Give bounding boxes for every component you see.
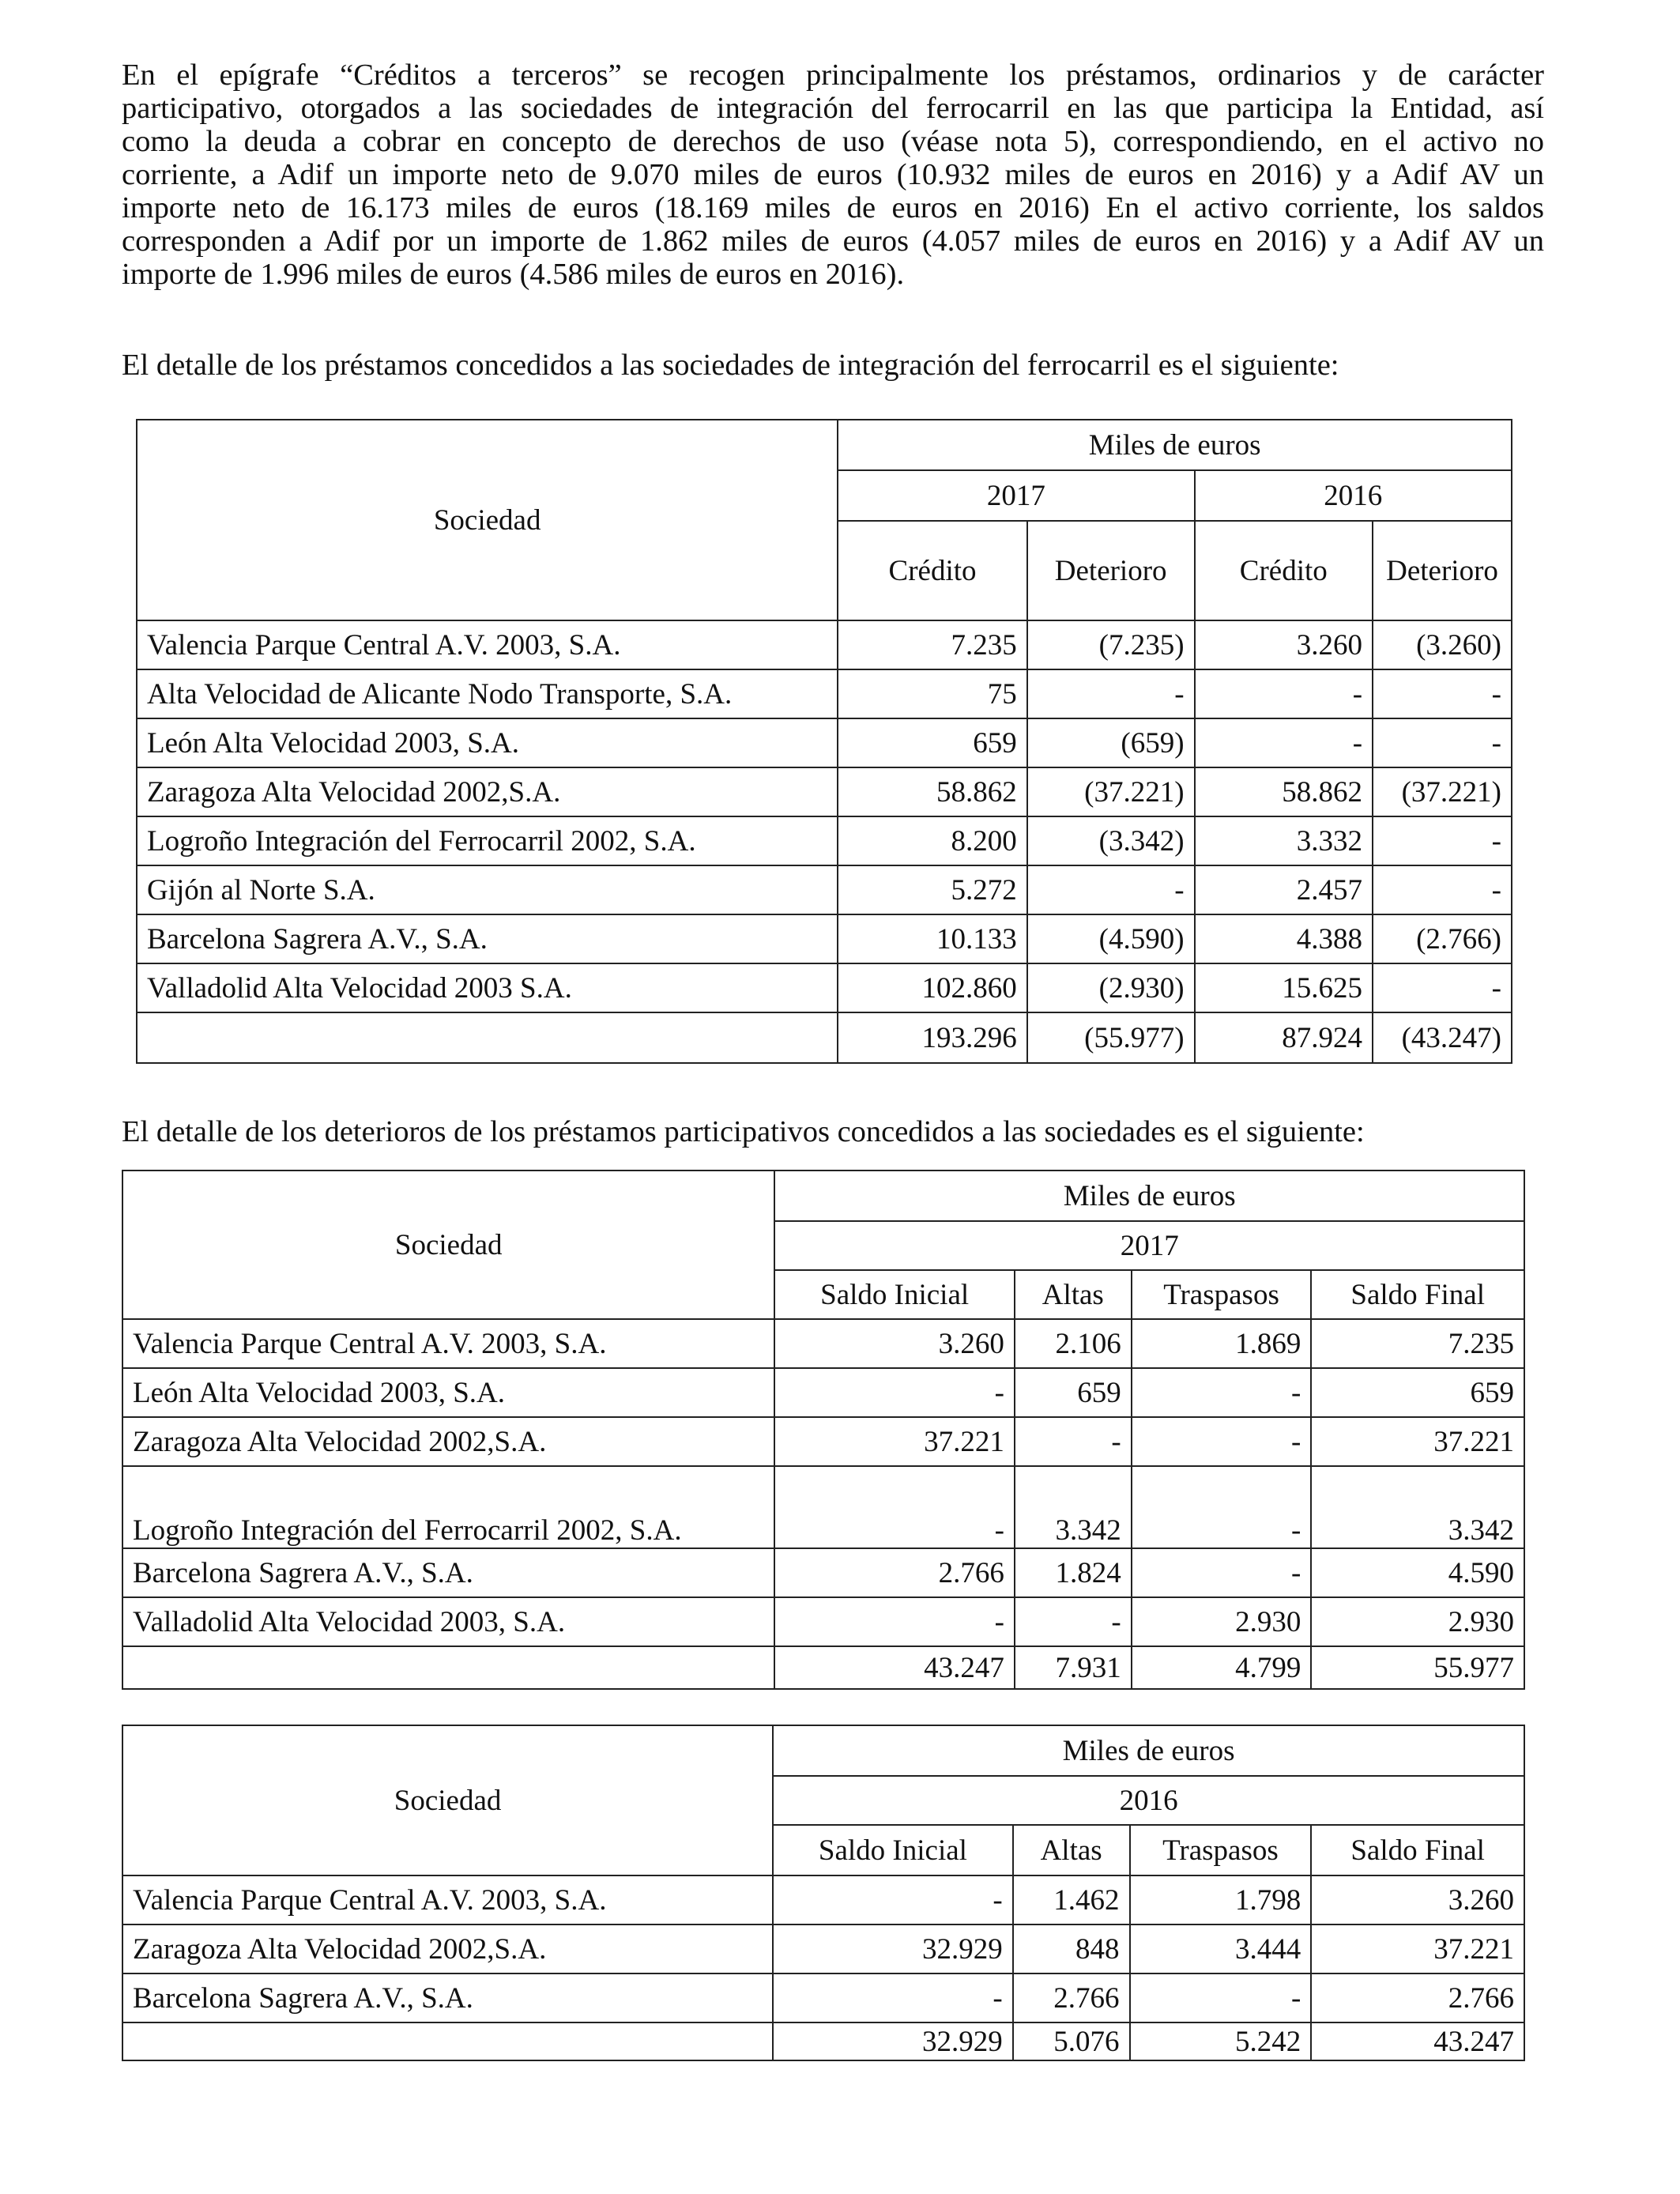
- intro-line: participativo, otorgados a las sociedades de integración del ferrocarril en las que participa la Entidad, así: [122, 92, 1544, 125]
- header-credito: Crédito: [838, 521, 1026, 620]
- cell-sociedad: Logroño Integración del Ferrocarril 2002, S.A.: [137, 816, 838, 865]
- cell-value: 37.221: [1311, 1924, 1524, 1973]
- header-deterioro: Deterioro: [1027, 521, 1195, 620]
- cell-sociedad: Zaragoza Alta Velocidad 2002,S.A.: [122, 1924, 773, 1973]
- cell-total: 5.242: [1130, 2022, 1312, 2060]
- cell-sociedad: Logroño Integración del Ferrocarril 2002, S.A.: [122, 1466, 774, 1548]
- impairments-2016-table: [122, 1725, 1525, 2061]
- cell-value: -: [774, 1368, 1015, 1417]
- header-deterioro: Deterioro: [1373, 521, 1512, 620]
- header-miles-de-euros: Miles de euros: [838, 420, 1512, 470]
- cell-value: -: [1132, 1548, 1312, 1597]
- header-miles-de-euros: Miles de euros: [774, 1171, 1524, 1221]
- cell-value: -: [1015, 1417, 1132, 1466]
- table-row: [137, 718, 1512, 767]
- cell-value: -: [1373, 669, 1512, 718]
- intro-line: En el epígrafe “Créditos a terceros” se recogen principalmente los préstamos, ordinarios y de carácter: [122, 58, 1544, 92]
- cell-value: 4.590: [1311, 1548, 1524, 1597]
- table-row: [122, 1973, 1524, 2022]
- cell-value: 659: [838, 718, 1026, 767]
- cell-value: 1.824: [1015, 1548, 1132, 1597]
- cell-value: 3.342: [1015, 1466, 1132, 1548]
- cell-value: (2.766): [1373, 914, 1512, 963]
- table-total-row: [137, 1012, 1512, 1063]
- header-sociedad: Sociedad: [122, 1171, 774, 1319]
- table-row: [137, 816, 1512, 865]
- cell-value: (659): [1027, 718, 1195, 767]
- cell-value: (2.930): [1027, 963, 1195, 1012]
- cell-value: 102.860: [838, 963, 1026, 1012]
- header-year-2017: 2017: [774, 1221, 1524, 1270]
- intro-line: importe de 1.996 miles de euros (4.586 miles de euros en 2016).: [122, 258, 905, 291]
- table-row: [137, 865, 1512, 914]
- cell-value: 58.862: [838, 767, 1026, 816]
- cell-sociedad: Gijón al Norte S.A.: [137, 865, 838, 914]
- header-year-2017: 2017: [838, 470, 1194, 521]
- table-row: [122, 1548, 1524, 1597]
- cell-value: -: [1373, 816, 1512, 865]
- cell-value: 32.929: [773, 1924, 1013, 1973]
- cell-total: 55.977: [1311, 1646, 1524, 1689]
- cell-value: -: [1015, 1597, 1132, 1646]
- cell-value: 848: [1013, 1924, 1130, 1973]
- cell-value: 4.388: [1195, 914, 1373, 963]
- cell-sociedad: [137, 1012, 838, 1063]
- cell-value: 2.457: [1195, 865, 1373, 914]
- cell-sociedad: Valladolid Alta Velocidad 2003 S.A.: [137, 963, 838, 1012]
- header-sociedad: Sociedad: [137, 420, 838, 620]
- header-traspasos: Traspasos: [1130, 1825, 1312, 1875]
- cell-sociedad: [122, 1646, 774, 1689]
- impairments-2017-table: [122, 1170, 1525, 1690]
- header-saldo-inicial: Saldo Inicial: [773, 1825, 1013, 1875]
- cell-value: -: [773, 1875, 1013, 1924]
- header-altas: Altas: [1015, 1270, 1132, 1319]
- cell-value: 659: [1311, 1368, 1524, 1417]
- header-year-2016: 2016: [1195, 470, 1512, 521]
- cell-value: 3.260: [1311, 1875, 1524, 1924]
- cell-value: -: [1132, 1466, 1312, 1548]
- cell-value: 75: [838, 669, 1026, 718]
- cell-value: 1.462: [1013, 1875, 1130, 1924]
- table-row: [122, 1368, 1524, 1417]
- cell-sociedad: Barcelona Sagrera A.V., S.A.: [122, 1548, 774, 1597]
- header-sociedad: Sociedad: [122, 1725, 773, 1875]
- cell-total: (55.977): [1027, 1012, 1195, 1063]
- cell-value: 7.235: [1311, 1319, 1524, 1368]
- cell-value: -: [1132, 1368, 1312, 1417]
- intro-line: corriente, a Adif un importe neto de 9.070 miles de euros (10.932 miles de euros en 2016) y a Adif AV un: [122, 158, 1544, 191]
- cell-value: -: [1130, 1973, 1312, 2022]
- cell-value: 3.260: [774, 1319, 1015, 1368]
- cell-total: 87.924: [1195, 1012, 1373, 1063]
- cell-value: -: [773, 1973, 1013, 2022]
- cell-value: 15.625: [1195, 963, 1373, 1012]
- header-traspasos: Traspasos: [1132, 1270, 1312, 1319]
- cell-value: (3.260): [1373, 620, 1512, 669]
- cell-value: 2.766: [1311, 1973, 1524, 2022]
- table-row: [137, 620, 1512, 669]
- cell-value: 2.766: [1013, 1973, 1130, 2022]
- cell-value: -: [1195, 718, 1373, 767]
- cell-value: 5.272: [838, 865, 1026, 914]
- header-credito: Crédito: [1195, 521, 1373, 620]
- cell-sociedad: Barcelona Sagrera A.V., S.A.: [122, 1973, 773, 2022]
- cell-value: (7.235): [1027, 620, 1195, 669]
- cell-sociedad: Valencia Parque Central A.V. 2003, S.A.: [122, 1319, 774, 1368]
- cell-value: -: [1373, 718, 1512, 767]
- cell-total: 193.296: [838, 1012, 1026, 1063]
- cell-value: 3.332: [1195, 816, 1373, 865]
- cell-total: 4.799: [1132, 1646, 1312, 1689]
- table-row: [137, 963, 1512, 1012]
- header-altas: Altas: [1013, 1825, 1130, 1875]
- table-total-row: [122, 2022, 1524, 2060]
- header-saldo-inicial: Saldo Inicial: [774, 1270, 1015, 1319]
- header-saldo-final: Saldo Final: [1311, 1270, 1524, 1319]
- cell-value: 7.235: [838, 620, 1026, 669]
- cell-value: -: [1195, 669, 1373, 718]
- cell-sociedad: Valencia Parque Central A.V. 2003, S.A.: [137, 620, 838, 669]
- cell-total: (43.247): [1373, 1012, 1512, 1063]
- cell-sociedad: Zaragoza Alta Velocidad 2002,S.A.: [122, 1417, 774, 1466]
- cell-sociedad: Barcelona Sagrera A.V., S.A.: [137, 914, 838, 963]
- cell-value: 37.221: [1311, 1417, 1524, 1466]
- cell-value: (37.221): [1373, 767, 1512, 816]
- cell-value: -: [1373, 865, 1512, 914]
- cell-value: (3.342): [1027, 816, 1195, 865]
- cell-sociedad: Valencia Parque Central A.V. 2003, S.A.: [122, 1875, 773, 1924]
- cell-sociedad: Valladolid Alta Velocidad 2003, S.A.: [122, 1597, 774, 1646]
- cell-total: 7.931: [1015, 1646, 1132, 1689]
- cell-value: 3.260: [1195, 620, 1373, 669]
- table-row: [122, 1924, 1524, 1973]
- table-row: [122, 1875, 1524, 1924]
- cell-value: -: [1027, 865, 1195, 914]
- header-miles-de-euros: Miles de euros: [773, 1725, 1524, 1776]
- table-row: [122, 1466, 1524, 1548]
- table-row: [137, 914, 1512, 963]
- cell-value: -: [774, 1597, 1015, 1646]
- cell-value: 8.200: [838, 816, 1026, 865]
- lead-paragraph-impairments: El detalle de los deterioros de los préstamos participativos concedidos a las sociedades es el siguiente:: [122, 1115, 1365, 1148]
- table-total-row: [122, 1646, 1524, 1689]
- cell-value: 2.766: [774, 1548, 1015, 1597]
- cell-sociedad: Zaragoza Alta Velocidad 2002,S.A.: [137, 767, 838, 816]
- cell-total: 43.247: [1311, 2022, 1524, 2060]
- cell-value: 2.106: [1015, 1319, 1132, 1368]
- table-row: [137, 767, 1512, 816]
- table-row: [122, 1417, 1524, 1466]
- cell-total: 43.247: [774, 1646, 1015, 1689]
- header-year-2016: 2016: [773, 1776, 1524, 1825]
- cell-value: 58.862: [1195, 767, 1373, 816]
- intro-paragraph: [122, 58, 1544, 291]
- cell-value: -: [1373, 963, 1512, 1012]
- cell-value: (37.221): [1027, 767, 1195, 816]
- cell-value: 2.930: [1132, 1597, 1312, 1646]
- intro-line: importe neto de 16.173 miles de euros (18.169 miles de euros en 2016) En el activo corriente, los saldos: [122, 191, 1544, 224]
- table-row: [122, 1597, 1524, 1646]
- cell-value: 1.798: [1130, 1875, 1312, 1924]
- cell-sociedad: León Alta Velocidad 2003, S.A.: [137, 718, 838, 767]
- cell-value: 37.221: [774, 1417, 1015, 1466]
- table-row: [122, 1319, 1524, 1368]
- lead-paragraph-loans: El detalle de los préstamos concedidos a las sociedades de integración del ferrocarril es el siguiente:: [122, 349, 1339, 382]
- intro-line: como la deuda a cobrar en concepto de derechos de uso (véase nota 5), correspondiendo, en el activo no: [122, 125, 1544, 158]
- cell-value: 3.444: [1130, 1924, 1312, 1973]
- cell-value: 2.930: [1311, 1597, 1524, 1646]
- cell-value: -: [1027, 669, 1195, 718]
- cell-value: 1.869: [1132, 1319, 1312, 1368]
- cell-value: 659: [1015, 1368, 1132, 1417]
- cell-value: 10.133: [838, 914, 1026, 963]
- cell-sociedad: [122, 2022, 773, 2060]
- intro-line: corresponden a Adif por un importe de 1.862 miles de euros (4.057 miles de euros en 2016) y a Adif AV un: [122, 224, 1544, 258]
- table-row: [137, 669, 1512, 718]
- cell-value: -: [774, 1466, 1015, 1548]
- cell-value: 3.342: [1311, 1466, 1524, 1548]
- cell-total: 32.929: [773, 2022, 1013, 2060]
- cell-value: (4.590): [1027, 914, 1195, 963]
- cell-value: -: [1132, 1417, 1312, 1466]
- cell-sociedad: León Alta Velocidad 2003, S.A.: [122, 1368, 774, 1417]
- header-saldo-final: Saldo Final: [1311, 1825, 1524, 1875]
- loans-table: [136, 419, 1512, 1064]
- cell-sociedad: Alta Velocidad de Alicante Nodo Transporte, S.A.: [137, 669, 838, 718]
- cell-total: 5.076: [1013, 2022, 1130, 2060]
